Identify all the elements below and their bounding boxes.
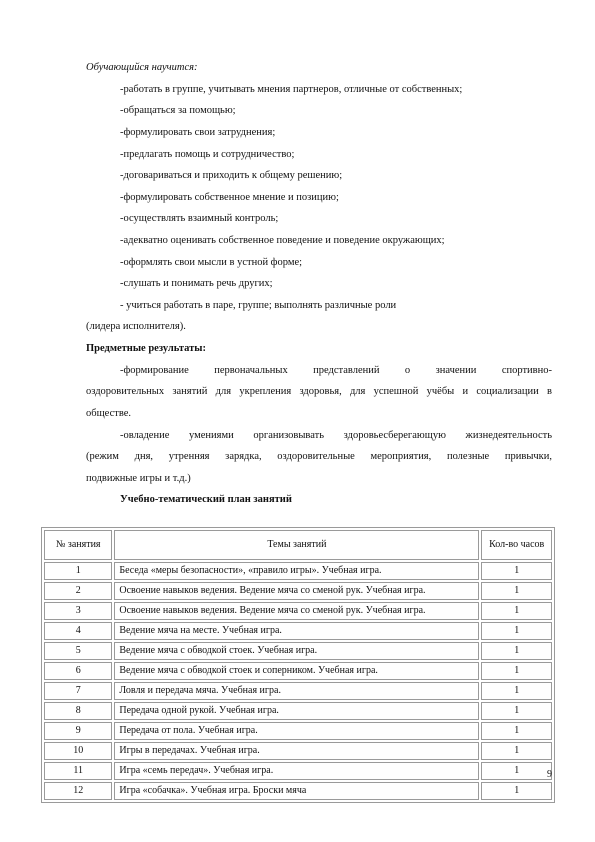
table-row bbox=[44, 642, 552, 660]
table-row bbox=[44, 722, 552, 740]
lesson-number: 12 bbox=[44, 782, 112, 800]
result-1-line: обществе. bbox=[86, 408, 132, 419]
result-2-line: (режим дня, утренняя зарядка, оздоровительные мероприятия, полезные привычки, bbox=[86, 451, 552, 462]
lesson-topic: Передача одной рукой. Учебная игра. bbox=[114, 702, 479, 720]
header-hours: Кол-во часов bbox=[481, 530, 552, 560]
lesson-number: 9 bbox=[44, 722, 112, 740]
lesson-hours: 1 bbox=[481, 702, 552, 720]
skill-item: -работать в группе, учитывать мнения партнеров, отличные от собственных; bbox=[120, 84, 463, 95]
result-2-line: -овладение умениями организовывать здоровьесберегающую жизнедеятельность bbox=[120, 430, 552, 441]
skill-item: -слушать и понимать речь других; bbox=[120, 278, 273, 289]
lesson-topic: Ведение мяча с обводкой стоек. Учебная игра. bbox=[114, 642, 479, 660]
table-row bbox=[44, 562, 552, 580]
table-row bbox=[44, 662, 552, 680]
skill-item: -формулировать собственное мнение и позицию; bbox=[120, 192, 339, 203]
lesson-topic: Игра «собачка». Учебная игра. Броски мяча bbox=[114, 782, 479, 800]
lesson-hours: 1 bbox=[481, 582, 552, 600]
lesson-hours: 1 bbox=[481, 602, 552, 620]
lesson-topic: Игра «семь передач». Учебная игра. bbox=[114, 762, 479, 780]
table-row bbox=[44, 682, 552, 700]
lesson-topic: Ведение мяча с обводкой стоек и соперником. Учебная игра. bbox=[114, 662, 479, 680]
lesson-topic: Освоение навыков ведения. Ведение мяча со сменой рук. Учебная игра. bbox=[114, 582, 479, 600]
skill-item-tail: (лидера исполнителя). bbox=[86, 321, 186, 332]
lesson-hours: 1 bbox=[481, 682, 552, 700]
skill-item: -осуществлять взаимный контроль; bbox=[120, 213, 279, 224]
lesson-number: 10 bbox=[44, 742, 112, 760]
lesson-hours: 1 bbox=[481, 562, 552, 580]
result-1-line: оздоровительных занятий для укрепления здоровья, для успешной учёбы и социализации в bbox=[86, 386, 552, 397]
lesson-topic: Освоение навыков ведения. Ведение мяча со сменой рук. Учебная игра. bbox=[114, 602, 479, 620]
lesson-number: 6 bbox=[44, 662, 112, 680]
table-header-row bbox=[44, 530, 552, 560]
subject-results-heading: Предметные результаты: bbox=[86, 343, 206, 354]
table-row bbox=[44, 582, 552, 600]
skill-item: -предлагать помощь и сотрудничество; bbox=[120, 149, 295, 160]
lesson-hours: 1 bbox=[481, 622, 552, 640]
header-lesson-number: № занятия bbox=[44, 530, 112, 560]
skill-item: - учиться работать в паре, группе; выполнять различные роли bbox=[120, 300, 397, 311]
lesson-topic: Ловля и передача мяча. Учебная игра. bbox=[114, 682, 479, 700]
lesson-hours: 1 bbox=[481, 722, 552, 740]
lesson-number: 8 bbox=[44, 702, 112, 720]
skill-item: -договариваться и приходить к общему решению; bbox=[120, 170, 343, 181]
lesson-hours: 1 bbox=[481, 642, 552, 660]
table-row bbox=[44, 702, 552, 720]
lesson-number: 3 bbox=[44, 602, 112, 620]
header-topics: Темы занятий bbox=[114, 530, 479, 560]
lesson-topic: Ведение мяча на месте. Учебная игра. bbox=[114, 622, 479, 640]
lesson-number: 5 bbox=[44, 642, 112, 660]
skill-item: -оформлять свои мысли в устной форме; bbox=[120, 257, 303, 268]
lesson-topic: Игры в передачах. Учебная игра. bbox=[114, 742, 479, 760]
table-row bbox=[44, 602, 552, 620]
table-row bbox=[44, 622, 552, 640]
lesson-number: 4 bbox=[44, 622, 112, 640]
table-row bbox=[44, 742, 552, 760]
lesson-hours: 1 bbox=[481, 782, 552, 800]
page-number: 9 bbox=[547, 769, 552, 780]
table-row bbox=[44, 782, 552, 800]
result-2-line: подвижные игры и т.д.) bbox=[86, 473, 191, 484]
lesson-topic: Передача от пола. Учебная игра. bbox=[114, 722, 479, 740]
lesson-hours: 1 bbox=[481, 662, 552, 680]
lesson-number: 2 bbox=[44, 582, 112, 600]
lesson-plan-table bbox=[41, 527, 555, 803]
skill-item: -обращаться за помощью; bbox=[120, 105, 236, 116]
result-1-line: -формирование первоначальных представлений о значении спортивно- bbox=[120, 365, 552, 376]
learner-heading: Обучающийся научится: bbox=[86, 62, 198, 73]
lesson-hours: 1 bbox=[481, 762, 552, 780]
lesson-topic: Беседа «меры безопасности», «правило игры». Учебная игра. bbox=[114, 562, 479, 580]
table-row bbox=[44, 762, 552, 780]
plan-title: Учебно-тематический план занятий bbox=[120, 494, 292, 505]
lesson-number: 11 bbox=[44, 762, 112, 780]
lesson-hours: 1 bbox=[481, 742, 552, 760]
skill-item: -формулировать свои затруднения; bbox=[120, 127, 276, 138]
skill-item: -адекватно оценивать собственное поведение и поведение окружающих; bbox=[120, 235, 445, 246]
lesson-number: 1 bbox=[44, 562, 112, 580]
lesson-number: 7 bbox=[44, 682, 112, 700]
